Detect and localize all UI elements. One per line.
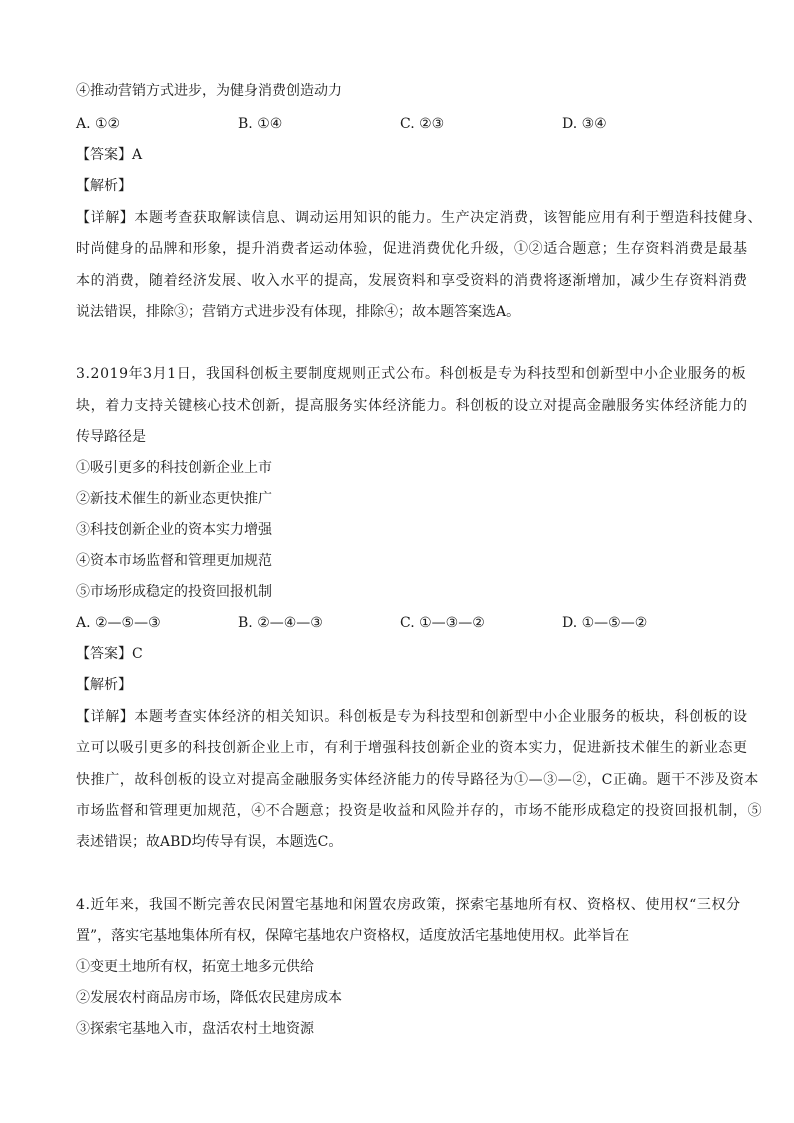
q3-choice-b: B. ②—④—③: [238, 615, 323, 631]
q2-choice-c: C. ②③: [400, 116, 445, 132]
q3-item-1: ①吸引更多的科技创新企业上市: [76, 460, 272, 476]
q3-choice-a: A. ②—⑤—③: [76, 615, 161, 631]
q4-item-2: ②发展农村商品房市场，降低农民建房成本: [76, 990, 342, 1006]
q3-item-5: ⑤市场形成稳定的投资回报机制: [76, 584, 272, 600]
q4-item-1: ①变更土地所有权，拓宽土地多元供给: [76, 959, 314, 975]
q3-choice-d: D. ①—⑤—②: [562, 615, 648, 631]
q2-choice-b: B. ①④: [238, 116, 283, 132]
q4-stem-line: 4.近年来，我国不断完善农民闲置宅基地和闲置农房政策，探索宅基地所有权、资格权、使用权“三权分: [76, 897, 741, 913]
q3-item-4: ④资本市场监督和管理更加规范: [76, 553, 272, 569]
q2-choice-d: D. ③④: [562, 116, 607, 132]
q2-choice-a: A. ①②: [76, 116, 121, 132]
q3-answer: 【答案】C: [76, 646, 143, 662]
q2-detail-line: 本的消费，随着经济发展、收入水平的提高，发展资料和享受资料的消费将逐渐增加，减少生存资料消费: [76, 273, 748, 289]
q2-answer: 【答案】A: [76, 147, 143, 163]
q3-choice-c: C. ①—③—②: [400, 615, 485, 631]
q4-item-3: ③探索宅基地入市，盘活农村土地资源: [76, 1021, 314, 1037]
q3-item-3: ③科技创新企业的资本实力增强: [76, 522, 272, 538]
q2-detail-line: 时尚健身的品牌和形象，提升消费者运动体验，促进消费优化升级，①②适合题意；生存资料消费是最基: [76, 241, 748, 257]
q3-detail-line: 立可以吸引更多的科技创新企业上市，有利于增强科技创新企业的资本实力，促进新技术催生的新业态更: [76, 740, 748, 756]
q3-item-2: ②新技术催生的新业态更快推广: [76, 491, 272, 507]
q2-detail-line: 说法错误，排除③；营销方式进步没有体现，排除④；故本题答案选A。: [76, 304, 521, 320]
q3-detail-line: 【详解】本题考查实体经济的相关知识。科创板是专为科技型和创新型中小企业服务的板块，科创板的设: [76, 709, 748, 725]
q3-detail-line: 快推广，故科创板的设立对提高金融服务实体经济能力的传导路径为①—③—②，C正确。题干不涉及资本: [76, 772, 759, 788]
q2-analysis-label: 【解析】: [76, 178, 132, 194]
q3-detail-line: 表述错误；故ABD均传导有误，本题选C。: [76, 834, 343, 850]
q2-option-4: ④推动营销方式进步，为健身消费创造动力: [76, 83, 342, 99]
q3-stem-line: 块，着力支持关键核心技术创新，提高服务实体经济能力。科创板的设立对提高金融服务实体经济能力的: [76, 398, 748, 414]
q3-stem-line: 传导路径是: [76, 429, 146, 445]
q4-stem-line: 置”，落实宅基地集体所有权，保障宅基地农户资格权，适度放活宅基地使用权。此举旨在: [76, 928, 630, 944]
q3-stem-line: 3.2019年3月1日，我国科创板主要制度规则正式公布。科创板是专为科技型和创新型中小企业服务的板: [76, 366, 747, 382]
q3-analysis-label: 【解析】: [76, 677, 132, 693]
q2-detail-line: 【详解】本题考查获取解读信息、调动运用知识的能力。生产决定消费，该智能应用有利于塑造科技健身、: [76, 210, 763, 226]
q3-detail-line: 市场监督和管理更加规范，④不合题意；投资是收益和风险并存的，市场不能形成稳定的投资回报机制，⑤: [76, 803, 763, 819]
